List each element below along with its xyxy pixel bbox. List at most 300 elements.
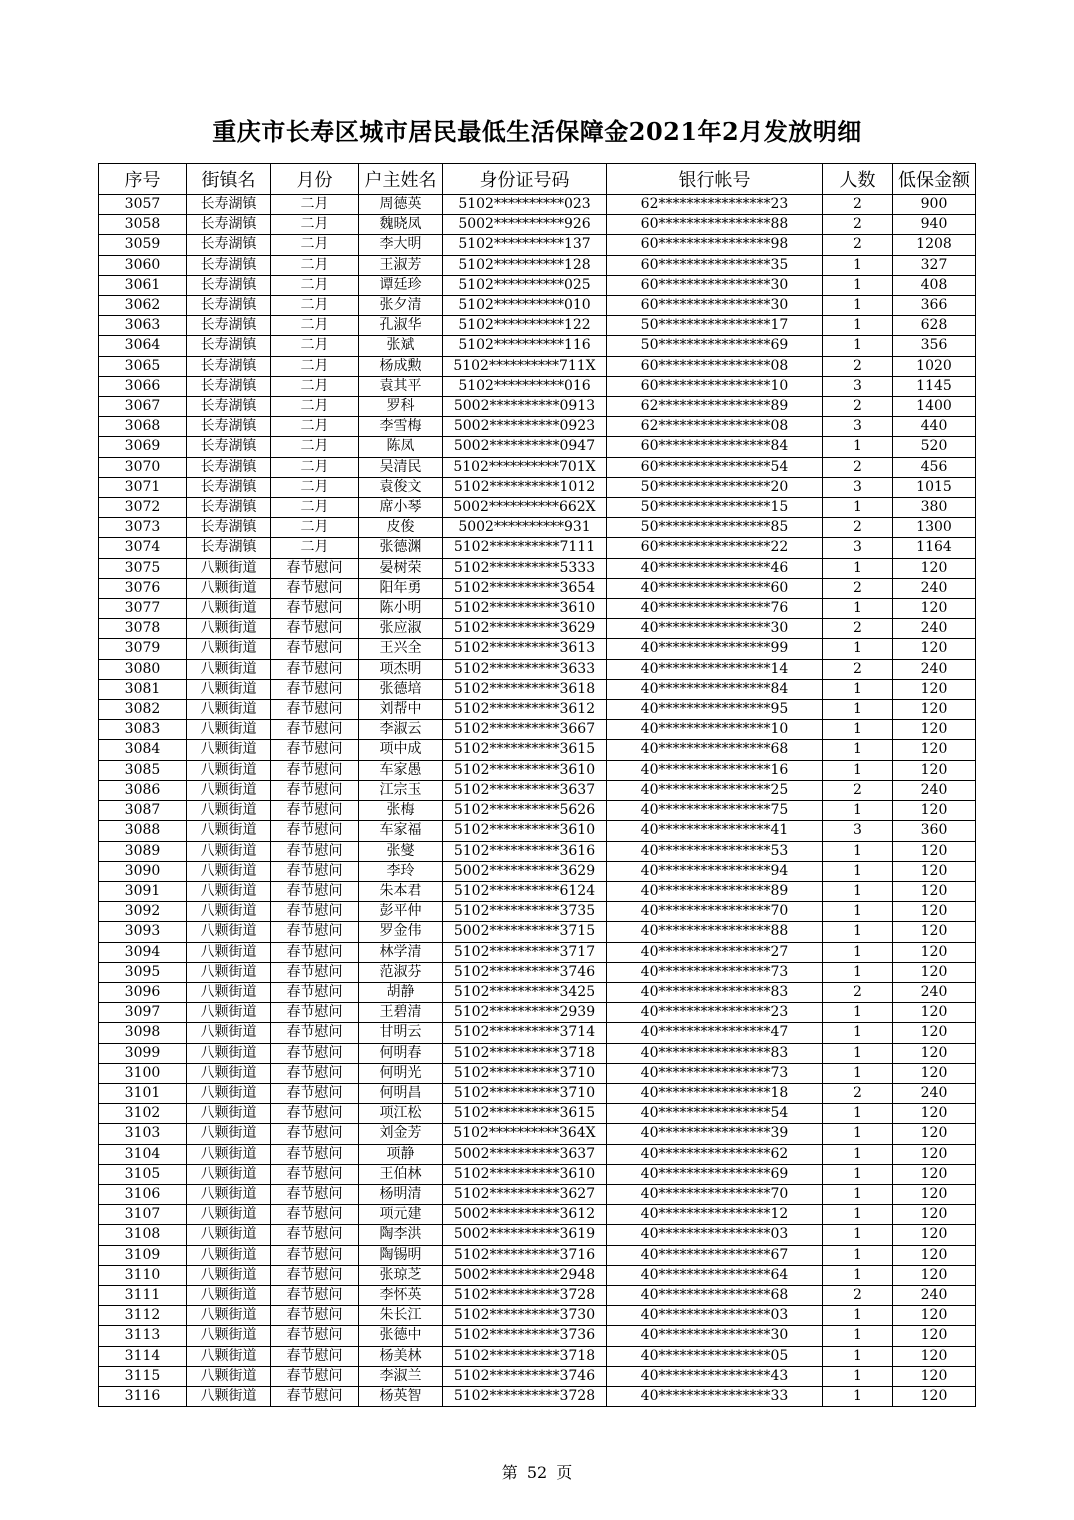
cell-amount: 120 xyxy=(893,1124,976,1144)
cell-id-number: 5002**********3715 xyxy=(443,922,607,942)
table-row xyxy=(99,982,976,1002)
cell-seq: 3093 xyxy=(99,922,187,942)
table-row xyxy=(99,336,976,356)
cell-bank-account: 40****************83 xyxy=(607,982,823,1002)
cell-seq: 3102 xyxy=(99,1104,187,1124)
cell-people-count: 1 xyxy=(823,1306,893,1326)
cell-month: 春节慰问 xyxy=(271,780,359,800)
cell-id-number: 5102**********3714 xyxy=(443,1023,607,1043)
table-row xyxy=(99,1144,976,1164)
cell-householder: 林学清 xyxy=(359,942,443,962)
cell-id-number: 5002**********3612 xyxy=(443,1205,607,1225)
cell-month: 春节慰问 xyxy=(271,942,359,962)
cell-month: 春节慰问 xyxy=(271,639,359,659)
cell-bank-account: 40****************88 xyxy=(607,922,823,942)
cell-town: 八颗街道 xyxy=(187,861,271,881)
cell-amount: 120 xyxy=(893,1104,976,1124)
cell-householder: 杨成勲 xyxy=(359,356,443,376)
cell-month: 春节慰问 xyxy=(271,1245,359,1265)
cell-town: 长寿湖镇 xyxy=(187,316,271,336)
table-row xyxy=(99,477,976,497)
cell-bank-account: 40****************95 xyxy=(607,700,823,720)
cell-householder: 项元建 xyxy=(359,1205,443,1225)
cell-people-count: 1 xyxy=(823,679,893,699)
table-row xyxy=(99,619,976,639)
cell-month: 春节慰问 xyxy=(271,1326,359,1346)
cell-town: 八颗街道 xyxy=(187,841,271,861)
cell-id-number: 5102**********3746 xyxy=(443,962,607,982)
cell-people-count: 2 xyxy=(823,457,893,477)
cell-householder: 车家愚 xyxy=(359,760,443,780)
table-row xyxy=(99,881,976,901)
cell-seq: 3094 xyxy=(99,942,187,962)
cell-householder: 吴清民 xyxy=(359,457,443,477)
cell-id-number: 5102**********3728 xyxy=(443,1285,607,1305)
cell-householder: 项中成 xyxy=(359,740,443,760)
table-row xyxy=(99,801,976,821)
cell-householder: 刘金芳 xyxy=(359,1124,443,1144)
cell-month: 春节慰问 xyxy=(271,659,359,679)
cell-bank-account: 50****************15 xyxy=(607,498,823,518)
cell-seq: 3080 xyxy=(99,659,187,679)
cell-amount: 240 xyxy=(893,982,976,1002)
cell-id-number: 5102**********3735 xyxy=(443,902,607,922)
cell-amount: 940 xyxy=(893,215,976,235)
cell-householder: 项江松 xyxy=(359,1104,443,1124)
cell-people-count: 1 xyxy=(823,437,893,457)
cell-householder: 张德中 xyxy=(359,1326,443,1346)
cell-people-count: 1 xyxy=(823,1003,893,1023)
cell-people-count: 1 xyxy=(823,599,893,619)
cell-seq: 3064 xyxy=(99,336,187,356)
cell-town: 八颗街道 xyxy=(187,1144,271,1164)
cell-town: 八颗街道 xyxy=(187,1124,271,1144)
cell-id-number: 5102**********023 xyxy=(443,195,607,215)
cell-seq: 3066 xyxy=(99,376,187,396)
cell-id-number: 5002**********926 xyxy=(443,215,607,235)
cell-month: 二月 xyxy=(271,498,359,518)
cell-amount: 120 xyxy=(893,1326,976,1346)
cell-householder: 张应淑 xyxy=(359,619,443,639)
cell-bank-account: 40****************73 xyxy=(607,962,823,982)
table-row xyxy=(99,235,976,255)
table-row xyxy=(99,1043,976,1063)
cell-month: 二月 xyxy=(271,195,359,215)
cell-seq: 3098 xyxy=(99,1023,187,1043)
cell-town: 八颗街道 xyxy=(187,1003,271,1023)
cell-householder: 谭廷珍 xyxy=(359,275,443,295)
cell-amount: 520 xyxy=(893,437,976,457)
cell-seq: 3088 xyxy=(99,821,187,841)
cell-month: 春节慰问 xyxy=(271,922,359,942)
cell-id-number: 5002**********3637 xyxy=(443,1144,607,1164)
cell-town: 八颗街道 xyxy=(187,578,271,598)
cell-seq: 3113 xyxy=(99,1326,187,1346)
cell-bank-account: 40****************27 xyxy=(607,942,823,962)
cell-month: 春节慰问 xyxy=(271,982,359,1002)
cell-town: 八颗街道 xyxy=(187,599,271,619)
cell-town: 长寿湖镇 xyxy=(187,457,271,477)
cell-month: 春节慰问 xyxy=(271,1124,359,1144)
cell-bank-account: 60****************30 xyxy=(607,296,823,316)
cell-seq: 3096 xyxy=(99,982,187,1002)
cell-bank-account: 40****************68 xyxy=(607,1285,823,1305)
table-row xyxy=(99,275,976,295)
cell-householder: 王兴全 xyxy=(359,639,443,659)
cell-householder: 何明昌 xyxy=(359,1083,443,1103)
table-row xyxy=(99,1245,976,1265)
cell-bank-account: 40****************53 xyxy=(607,841,823,861)
cell-people-count: 1 xyxy=(823,1063,893,1083)
cell-town: 八颗街道 xyxy=(187,1023,271,1043)
cell-amount: 1164 xyxy=(893,538,976,558)
table-row xyxy=(99,498,976,518)
table-row xyxy=(99,1063,976,1083)
cell-id-number: 5002**********0913 xyxy=(443,397,607,417)
cell-month: 春节慰问 xyxy=(271,861,359,881)
cell-id-number: 5102**********128 xyxy=(443,255,607,275)
cell-householder: 项静 xyxy=(359,1144,443,1164)
cell-id-number: 5102**********3637 xyxy=(443,780,607,800)
cell-seq: 3069 xyxy=(99,437,187,457)
cell-bank-account: 40****************67 xyxy=(607,1245,823,1265)
cell-seq: 3086 xyxy=(99,780,187,800)
cell-seq: 3110 xyxy=(99,1265,187,1285)
cell-bank-account: 40****************70 xyxy=(607,1184,823,1204)
cell-people-count: 3 xyxy=(823,376,893,396)
cell-amount: 120 xyxy=(893,1184,976,1204)
cell-householder: 张德渊 xyxy=(359,538,443,558)
table-row xyxy=(99,922,976,942)
cell-people-count: 1 xyxy=(823,720,893,740)
table-header-row xyxy=(99,164,976,195)
cell-town: 八颗街道 xyxy=(187,1164,271,1184)
cell-amount: 120 xyxy=(893,1366,976,1386)
cell-people-count: 2 xyxy=(823,578,893,598)
table-row xyxy=(99,558,976,578)
cell-seq: 3107 xyxy=(99,1205,187,1225)
cell-householder: 魏晓凤 xyxy=(359,215,443,235)
cell-month: 春节慰问 xyxy=(271,740,359,760)
cell-bank-account: 40****************62 xyxy=(607,1144,823,1164)
header-people-count: 人数 xyxy=(823,164,893,195)
cell-householder: 范淑芬 xyxy=(359,962,443,982)
cell-amount: 120 xyxy=(893,1225,976,1245)
cell-amount: 1400 xyxy=(893,397,976,417)
cell-seq: 3061 xyxy=(99,275,187,295)
cell-householder: 李淑云 xyxy=(359,720,443,740)
cell-householder: 周德英 xyxy=(359,195,443,215)
cell-people-count: 3 xyxy=(823,417,893,437)
cell-month: 春节慰问 xyxy=(271,1306,359,1326)
cell-month: 春节慰问 xyxy=(271,578,359,598)
cell-seq: 3067 xyxy=(99,397,187,417)
cell-id-number: 5102**********3716 xyxy=(443,1245,607,1265)
cell-householder: 袁俊文 xyxy=(359,477,443,497)
cell-id-number: 5102**********025 xyxy=(443,275,607,295)
table-row xyxy=(99,457,976,477)
cell-month: 春节慰问 xyxy=(271,1003,359,1023)
cell-town: 八颗街道 xyxy=(187,801,271,821)
cell-town: 八颗街道 xyxy=(187,1043,271,1063)
cell-householder: 晏树荣 xyxy=(359,558,443,578)
cell-people-count: 1 xyxy=(823,1386,893,1406)
cell-householder: 王伯林 xyxy=(359,1164,443,1184)
cell-id-number: 5102**********2939 xyxy=(443,1003,607,1023)
cell-seq: 3065 xyxy=(99,356,187,376)
cell-id-number: 5002**********3629 xyxy=(443,861,607,881)
cell-month: 春节慰问 xyxy=(271,1184,359,1204)
cell-bank-account: 40****************64 xyxy=(607,1265,823,1285)
cell-householder: 罗科 xyxy=(359,397,443,417)
cell-householder: 张德培 xyxy=(359,679,443,699)
cell-seq: 3079 xyxy=(99,639,187,659)
cell-amount: 120 xyxy=(893,942,976,962)
cell-bank-account: 60****************98 xyxy=(607,235,823,255)
cell-id-number: 5102**********3610 xyxy=(443,760,607,780)
cell-month: 春节慰问 xyxy=(271,599,359,619)
cell-month: 春节慰问 xyxy=(271,1063,359,1083)
table-row xyxy=(99,1346,976,1366)
cell-people-count: 3 xyxy=(823,821,893,841)
cell-town: 八颗街道 xyxy=(187,558,271,578)
cell-town: 长寿湖镇 xyxy=(187,235,271,255)
cell-seq: 3057 xyxy=(99,195,187,215)
cell-id-number: 5102**********3613 xyxy=(443,639,607,659)
cell-people-count: 1 xyxy=(823,1265,893,1285)
cell-id-number: 5102**********3610 xyxy=(443,1164,607,1184)
cell-id-number: 5102**********3717 xyxy=(443,942,607,962)
cell-town: 八颗街道 xyxy=(187,1306,271,1326)
cell-town: 八颗街道 xyxy=(187,982,271,1002)
page-footer xyxy=(0,1460,1074,1483)
cell-bank-account: 40****************83 xyxy=(607,1043,823,1063)
cell-amount: 120 xyxy=(893,679,976,699)
cell-town: 长寿湖镇 xyxy=(187,417,271,437)
cell-month: 二月 xyxy=(271,235,359,255)
table-row xyxy=(99,700,976,720)
table-row xyxy=(99,1083,976,1103)
cell-seq: 3073 xyxy=(99,518,187,538)
cell-people-count: 1 xyxy=(823,1043,893,1063)
cell-id-number: 5102**********3667 xyxy=(443,720,607,740)
cell-bank-account: 62****************89 xyxy=(607,397,823,417)
cell-seq: 3116 xyxy=(99,1386,187,1406)
table-row xyxy=(99,740,976,760)
cell-id-number: 5002**********0923 xyxy=(443,417,607,437)
cell-amount: 120 xyxy=(893,599,976,619)
cell-town: 八颗街道 xyxy=(187,902,271,922)
cell-seq: 3099 xyxy=(99,1043,187,1063)
cell-month: 春节慰问 xyxy=(271,1386,359,1406)
cell-month: 二月 xyxy=(271,215,359,235)
cell-amount: 1020 xyxy=(893,356,976,376)
cell-people-count: 1 xyxy=(823,942,893,962)
cell-seq: 3070 xyxy=(99,457,187,477)
cell-id-number: 5102**********3718 xyxy=(443,1346,607,1366)
cell-bank-account: 40****************94 xyxy=(607,861,823,881)
table-row xyxy=(99,538,976,558)
cell-seq: 3111 xyxy=(99,1285,187,1305)
cell-bank-account: 40****************10 xyxy=(607,720,823,740)
cell-people-count: 3 xyxy=(823,477,893,497)
cell-town: 长寿湖镇 xyxy=(187,255,271,275)
cell-householder: 杨明清 xyxy=(359,1184,443,1204)
cell-seq: 3081 xyxy=(99,679,187,699)
cell-id-number: 5002**********2948 xyxy=(443,1265,607,1285)
cell-month: 二月 xyxy=(271,356,359,376)
cell-town: 八颗街道 xyxy=(187,1326,271,1346)
table-row xyxy=(99,397,976,417)
cell-seq: 3115 xyxy=(99,1366,187,1386)
cell-seq: 3105 xyxy=(99,1164,187,1184)
cell-householder: 张燮 xyxy=(359,841,443,861)
cell-people-count: 1 xyxy=(823,902,893,922)
cell-id-number: 5102**********6124 xyxy=(443,881,607,901)
cell-month: 二月 xyxy=(271,397,359,417)
cell-bank-account: 40****************54 xyxy=(607,1104,823,1124)
cell-householder: 孔淑华 xyxy=(359,316,443,336)
cell-id-number: 5102**********3710 xyxy=(443,1083,607,1103)
cell-amount: 360 xyxy=(893,821,976,841)
cell-month: 春节慰问 xyxy=(271,558,359,578)
cell-amount: 356 xyxy=(893,336,976,356)
cell-bank-account: 40****************43 xyxy=(607,1366,823,1386)
cell-householder: 陈小明 xyxy=(359,599,443,619)
cell-month: 二月 xyxy=(271,457,359,477)
cell-bank-account: 40****************47 xyxy=(607,1023,823,1043)
cell-householder: 李大明 xyxy=(359,235,443,255)
cell-seq: 3083 xyxy=(99,720,187,740)
cell-amount: 900 xyxy=(893,195,976,215)
header-town: 街镇名 xyxy=(187,164,271,195)
cell-town: 八颗街道 xyxy=(187,679,271,699)
table-row xyxy=(99,1326,976,1346)
cell-amount: 120 xyxy=(893,639,976,659)
cell-town: 八颗街道 xyxy=(187,1245,271,1265)
cell-people-count: 2 xyxy=(823,780,893,800)
table-row xyxy=(99,1104,976,1124)
cell-people-count: 1 xyxy=(823,1104,893,1124)
table-body xyxy=(99,195,976,1407)
table-row xyxy=(99,376,976,396)
cell-people-count: 3 xyxy=(823,538,893,558)
cell-people-count: 1 xyxy=(823,255,893,275)
cell-householder: 张琼芝 xyxy=(359,1265,443,1285)
cell-seq: 3089 xyxy=(99,841,187,861)
cell-town: 长寿湖镇 xyxy=(187,376,271,396)
cell-bank-account: 40****************33 xyxy=(607,1386,823,1406)
cell-people-count: 1 xyxy=(823,1184,893,1204)
cell-bank-account: 60****************08 xyxy=(607,356,823,376)
cell-bank-account: 40****************16 xyxy=(607,760,823,780)
cell-bank-account: 40****************75 xyxy=(607,801,823,821)
cell-month: 春节慰问 xyxy=(271,1366,359,1386)
cell-bank-account: 40****************69 xyxy=(607,1164,823,1184)
cell-town: 八颗街道 xyxy=(187,639,271,659)
cell-month: 二月 xyxy=(271,417,359,437)
cell-month: 春节慰问 xyxy=(271,962,359,982)
cell-seq: 3076 xyxy=(99,578,187,598)
cell-bank-account: 40****************73 xyxy=(607,1063,823,1083)
cell-householder: 杨英智 xyxy=(359,1386,443,1406)
table-row xyxy=(99,296,976,316)
cell-bank-account: 40****************68 xyxy=(607,740,823,760)
cell-month: 春节慰问 xyxy=(271,1043,359,1063)
cell-town: 长寿湖镇 xyxy=(187,275,271,295)
table-row xyxy=(99,861,976,881)
cell-town: 长寿湖镇 xyxy=(187,195,271,215)
cell-people-count: 2 xyxy=(823,518,893,538)
table-row xyxy=(99,215,976,235)
cell-householder: 车家福 xyxy=(359,821,443,841)
cell-month: 二月 xyxy=(271,518,359,538)
header-amount: 低保金额 xyxy=(893,164,976,195)
cell-amount: 366 xyxy=(893,296,976,316)
cell-month: 春节慰问 xyxy=(271,821,359,841)
cell-amount: 120 xyxy=(893,1265,976,1285)
table-row xyxy=(99,760,976,780)
cell-householder: 杨美林 xyxy=(359,1346,443,1366)
cell-id-number: 5102**********3718 xyxy=(443,1043,607,1063)
cell-amount: 120 xyxy=(893,700,976,720)
cell-amount: 120 xyxy=(893,801,976,821)
cell-month: 春节慰问 xyxy=(271,760,359,780)
cell-seq: 3112 xyxy=(99,1306,187,1326)
cell-bank-account: 40****************14 xyxy=(607,659,823,679)
cell-town: 八颗街道 xyxy=(187,1366,271,1386)
cell-amount: 120 xyxy=(893,740,976,760)
cell-people-count: 2 xyxy=(823,1285,893,1305)
cell-people-count: 1 xyxy=(823,1346,893,1366)
payment-table xyxy=(98,163,976,1407)
cell-amount: 120 xyxy=(893,1043,976,1063)
cell-month: 春节慰问 xyxy=(271,1144,359,1164)
cell-householder: 陈凤 xyxy=(359,437,443,457)
cell-householder: 李玲 xyxy=(359,861,443,881)
cell-people-count: 2 xyxy=(823,982,893,1002)
table-row xyxy=(99,1306,976,1326)
cell-amount: 120 xyxy=(893,1063,976,1083)
cell-amount: 120 xyxy=(893,1245,976,1265)
cell-people-count: 2 xyxy=(823,659,893,679)
cell-people-count: 1 xyxy=(823,881,893,901)
cell-amount: 240 xyxy=(893,1285,976,1305)
cell-seq: 3072 xyxy=(99,498,187,518)
cell-month: 二月 xyxy=(271,275,359,295)
cell-month: 春节慰问 xyxy=(271,720,359,740)
cell-seq: 3077 xyxy=(99,599,187,619)
cell-town: 长寿湖镇 xyxy=(187,518,271,538)
table-row xyxy=(99,1386,976,1406)
footer-prefix: 第 xyxy=(501,1463,518,1482)
cell-seq: 3104 xyxy=(99,1144,187,1164)
header-bank-account: 银行帐号 xyxy=(607,164,823,195)
cell-town: 八颗街道 xyxy=(187,881,271,901)
cell-id-number: 5102**********3610 xyxy=(443,821,607,841)
cell-amount: 1145 xyxy=(893,376,976,396)
cell-householder: 王碧清 xyxy=(359,1003,443,1023)
cell-town: 八颗街道 xyxy=(187,619,271,639)
cell-town: 八颗街道 xyxy=(187,1265,271,1285)
cell-month: 春节慰问 xyxy=(271,1104,359,1124)
cell-month: 春节慰问 xyxy=(271,700,359,720)
cell-seq: 3091 xyxy=(99,881,187,901)
cell-people-count: 1 xyxy=(823,1144,893,1164)
table-row xyxy=(99,1124,976,1144)
cell-amount: 120 xyxy=(893,922,976,942)
table-row xyxy=(99,1265,976,1285)
